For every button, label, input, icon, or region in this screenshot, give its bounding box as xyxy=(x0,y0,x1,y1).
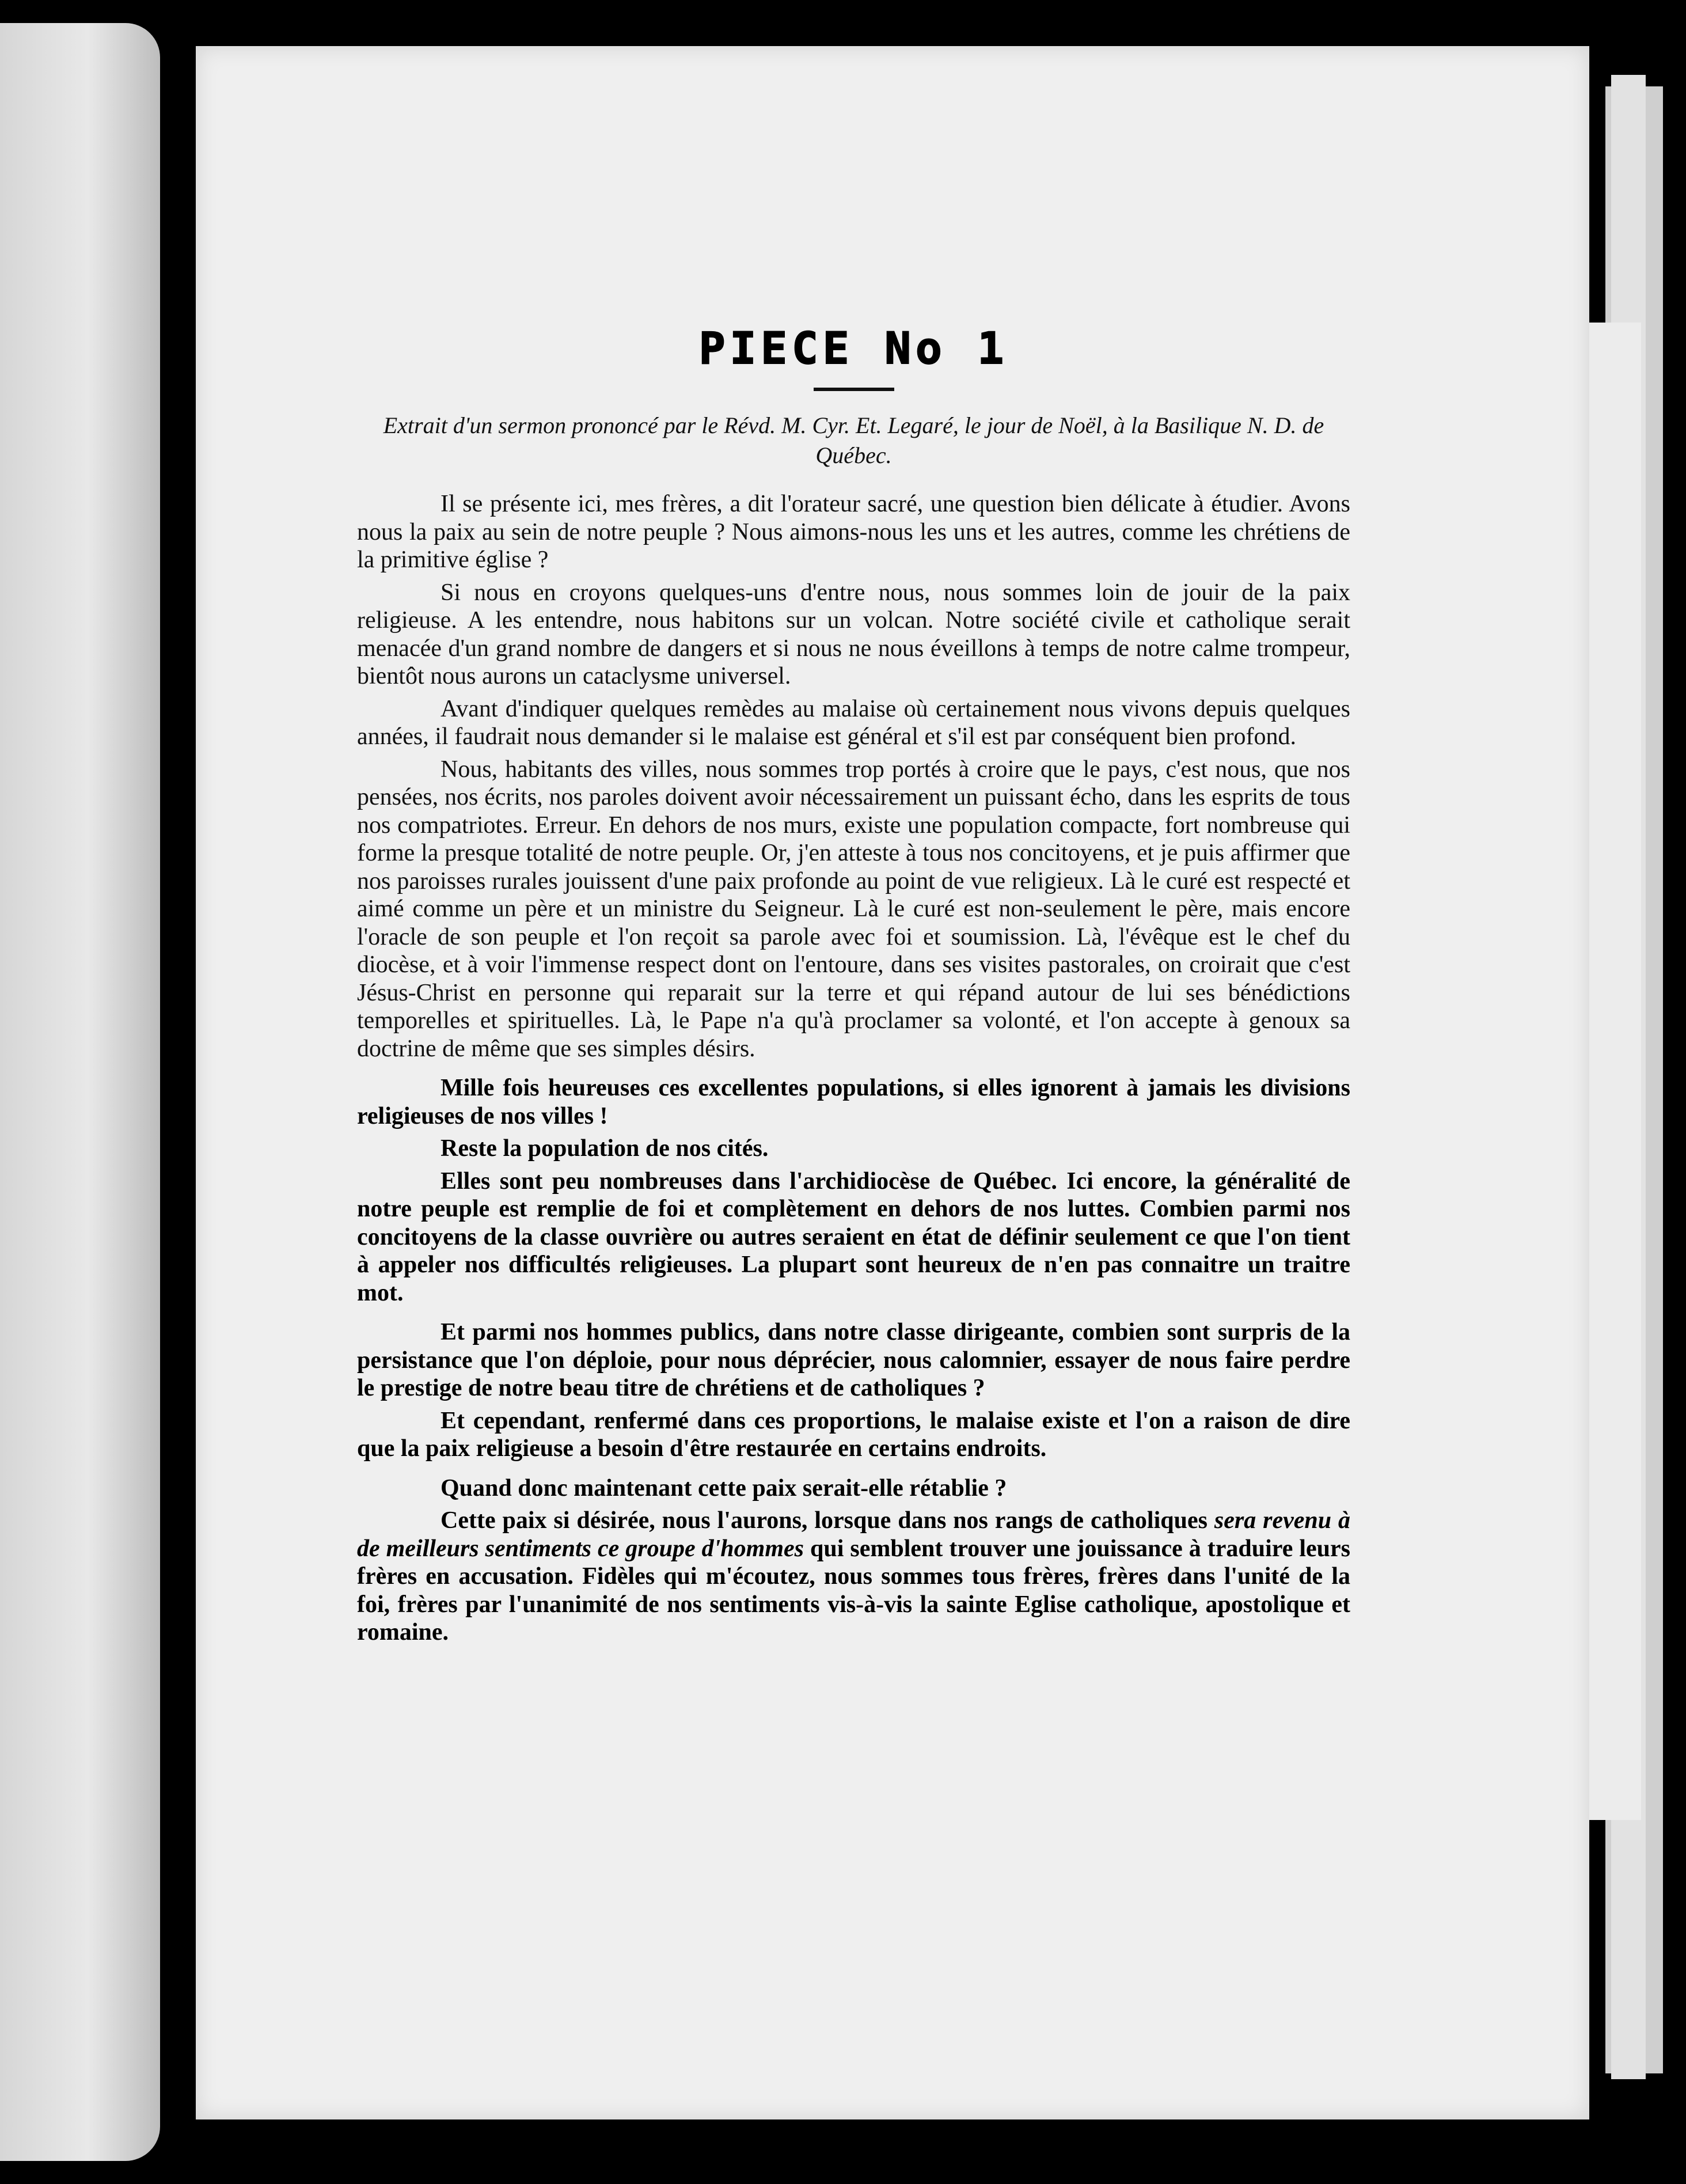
page-content xyxy=(357,323,1350,1651)
text-segment: qui semblent trouver une jouissance à traduire leurs frères en accusation. Fidèles qui m'écoutez, nous sommes tous frères, frères dans l'unité de la foi, frères par l'unanimité de nos sentiments vis-à-vis la sainte Eglise catholique, apostolique et romaine. xyxy=(357,1535,1350,1645)
paragraph-last xyxy=(357,1507,1350,1647)
scanned-page xyxy=(196,46,1589,2119)
paragraph: Et cependant, renfermé dans ces proportions, le malaise existe et l'on a raison de dire que la paix religieuse a besoin d'être restaurée en certains endroits. xyxy=(357,1407,1350,1462)
paragraph: Mille fois heureuses ces excellentes populations, si elles ignorent à jamais les divisions religieuses de nos villes ! xyxy=(357,1075,1350,1129)
title-rule xyxy=(814,388,894,391)
paragraph: Il se présente ici, mes frères, a dit l'orateur sacré, une question bien délicate à étudier. Avons nous la paix au sein de notre peuple ? Nous aimons-nous les uns et les autres, comme les chrétiens de la primitive église ? xyxy=(357,491,1350,573)
paragraph: Avant d'indiquer quelques remèdes au malaise où certainement nous vivons depuis quelques années, il faudrait nous demander si le malaise est général et s'il est par conséquent bien profond. xyxy=(357,695,1350,750)
subtitle: Extrait d'un sermon prononcé par le Révd. M. Cyr. Et. Legaré, le jour de Noël, à la Basilique N. D. de Québec. xyxy=(383,412,1324,468)
paragraph: Et parmi nos hommes publics, dans notre classe dirigeante, combien sont surpris de la persistance que l'on déploie, pour nous déprécier, nous calomnier, essayer de nous faire perdre le prestige de notre beau titre de chrétiens et de catholiques ? xyxy=(357,1319,1350,1401)
paragraph: Nous, habitants des villes, nous sommes trop portés à croire que le pays, c'est nous, que nos pensées, nos écrits, nos paroles doivent avoir nécessairement un puissant écho, dans les esprits de tous nos compatriotes. Erreur. En dehors de nos murs, existe une population compacte, fort nombreuse qui forme la presque totalité de notre peuple. Or, j'en atteste à tous nos concitoyens, et je puis affirmer que nos paroisses rurales jouissent d'une paix profonde au point de vue religieux. Là le curé est respecté et aimé comme un père et un ministre du Seigneur. Là le curé est non-seulement le père, mais encore l'oracle de son peuple et l'on reçoit sa parole avec foi et soumission. Là, l'évêque est le chef du diocèse, et à voir l'immense respect dont on l'entoure, dans ses visites pastorales, on croirait que c'est Jésus-Christ en personne qui reparait sur la terre et qui répand autour de lui ses bénédictions temporelles et spirituelles. Là, le Pape n'a qu'à proclamer sa volonté, et l'on accepte à genoux sa doctrine de même que ses simples désirs. xyxy=(357,756,1350,1062)
facing-page-edge xyxy=(0,23,160,2161)
text-segment: Cette paix si désirée, nous l'aurons, lorsque dans nos rangs de catholiques xyxy=(441,1507,1214,1534)
page-title: PIECE No 1 xyxy=(698,323,1009,374)
paragraph: Reste la population de nos cités. xyxy=(441,1135,769,1162)
paragraph: Quand donc maintenant cette paix serait-elle rétablie ? xyxy=(441,1474,1007,1502)
paragraph: Elles sont peu nombreuses dans l'archidiocèse de Québec. Ici encore, la généralité de notre peuple est remplie de foi et complètement en dehors de nos luttes. Combien parmi nos concitoyens de la classe ouvrière ou autres seraient en état de définir seulement ce que l'on tient à appeler nos difficultés religieuses. La plupart sont heureux de n'en pas connaitre un traitre mot. xyxy=(357,1167,1350,1306)
italic-segment: sera revenu à de meilleurs sentiments ce groupe d'hommes xyxy=(357,1507,1350,1562)
paragraph: Si nous en croyons quelques-uns d'entre nous, nous sommes loin de jouir de la paix religieuse. A les entendre, nous habitons sur un volcan. Notre société civile et catholique serait menacée d'un grand nombre de dangers et si nous ne nous éveillons à temps de notre calme trompeur, bientôt nous aurons un cataclysme universel. xyxy=(357,579,1350,689)
